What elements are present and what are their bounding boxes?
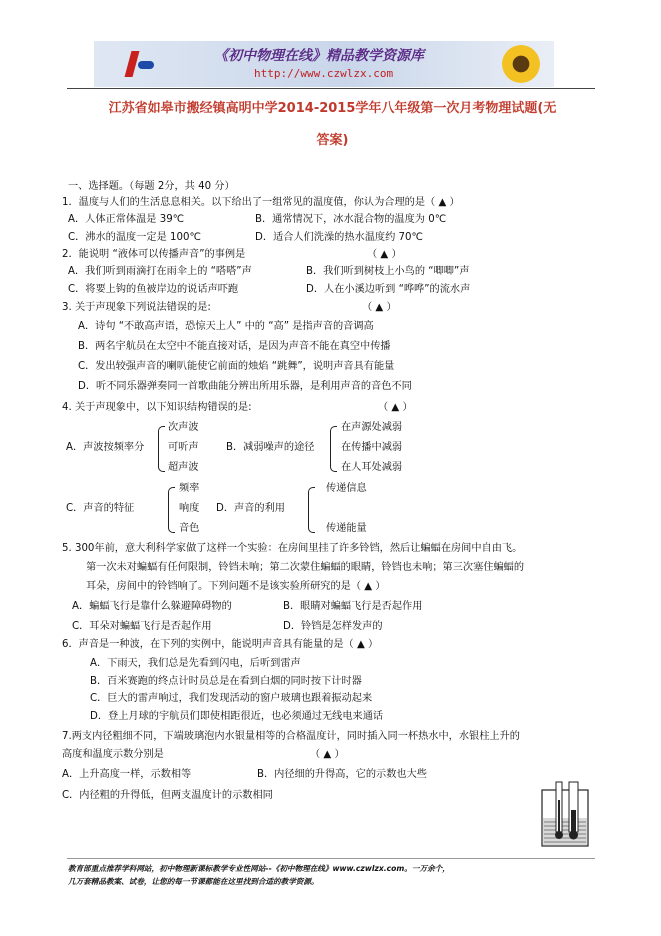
q6-option-c: C．巨大的雷声响过，我们发现活动的窗户玻璃也跟着振动起来 [90,693,373,704]
q4-c-brace [168,487,175,533]
sunflower-image [492,43,548,85]
q2-answer-mark: （ ▲ ） [367,249,402,260]
q5-stem-line2: 第一次未对蝙蝠有任何限制，铃铛未响；第二次蒙住蝙蝠的眼睛，铃铛也未响；第三次塞住蝙蝠的 [86,562,525,573]
footer-line1: 教育部重点推荐学科网站，初中物理新课标教学专业性网站--《初中物理在线》www.czwlzx.com。一万余个， [68,864,450,873]
banner-url[interactable]: http://www.czwlzx.com [254,67,394,80]
q3-option-b: B．两名宇航员在太空中不能直接对话，是因为声音不能在真空中传播 [78,341,391,352]
q1-option-a: A．人体正常体温是 39℃ [68,214,185,225]
q5-option-b: B．眼睛对蝙蝠飞行是否起作用 [283,601,423,612]
q4-d-label: D．声音的利用 [216,503,285,514]
q4-a-brace [158,426,165,472]
q4-stem: 4. 关于声现象中，以下知识结构错误的是: [62,402,252,413]
q2-stem: 2．能说明 “液体可以传播声音”的事例是 [62,249,246,260]
q7-stem-line2: 高度和温度示数分别是 [62,749,164,760]
q4-a-item-3: 超声波 [168,462,199,473]
doc-title-line1: 江苏省如皋市搬经镇高明中学2014-2015学年八年级第一次月考物理试题(无 [108,101,557,116]
q3-option-a: A．诗句 “不敢高声语，恐惊天上人” 中的 “高” 是指声音的音调高 [78,321,374,332]
q4-b-brace [330,426,337,472]
q7-stem-line1: 7.两支内径粗细不同，下端玻璃泡内水银量相等的合格温度计，同时插入同一杯热水中，水银柱上升的 [62,731,520,742]
q4-answer-mark: （ ▲ ） [378,402,413,413]
site-logo [122,47,156,81]
q4-b-label: B．减弱噪声的途径 [226,442,315,453]
q4-d-item-1: 传递信息 [326,483,367,494]
q4-c-item-3: 音色 [179,523,200,534]
q6-stem: 6．声音是一种波，在下列的实例中，能说明声音具有能量的是（ ▲ ） [62,639,379,650]
q4-b-item-3: 在人耳处减弱 [341,462,403,473]
q1-option-c: C．沸水的温度一定是 100℃ [68,232,201,243]
thermometers-in-beaker-figure [536,780,596,850]
q5-stem-line1: 5. 300年前，意大利科学家做了这样一个实验：在房间里挂了许多铃铛，然后让蝙蝠在房间中自由飞。 [62,543,523,554]
q2-option-a: A．我们听到雨滴打在雨伞上的 “嗒嗒”声 [68,266,252,277]
q6-option-a: A．下雨天，我们总是先看到闪电，后听到雷声 [90,658,301,669]
q4-d-brace [308,487,315,533]
q2-option-c: C．将要上钩的鱼被岸边的说话声吓跑 [68,284,239,295]
q4-c-label: C．声音的特征 [66,503,135,514]
q3-option-c: C．发出较强声音的喇叭能使它前面的烛焰 “跳舞”，说明声音具有能量 [78,361,395,372]
doc-title-line2: 答案) [316,133,349,148]
q4-a-item-2: 可听声 [168,442,199,453]
q4-c-item-1: 频率 [179,483,200,494]
q4-b-item-2: 在传播中减弱 [341,442,403,453]
q4-a-label: A．声波按频率分 [66,442,145,453]
q5-option-c: C．耳朵对蝙蝠飞行是否起作用 [72,621,212,632]
q2-option-d: D．人在小溪边听到 “哗哗”的流水声 [306,284,471,295]
q3-stem: 3. 关于声现象下列说法错误的是: [62,302,211,313]
q7-option-a: A．上升高度一样，示数相等 [62,769,192,780]
footer-divider [67,858,595,859]
header-divider [67,88,595,89]
q7-answer-mark: （ ▲ ） [310,749,345,760]
q1-stem: 1．温度与人们的生活息息相关。以下给出了一组常见的温度值，你认为合理的是（ ▲ ） [62,197,460,208]
footer-line2: 几万套精品教案、试卷，让您的每一节课都能在这里找到合适的教学资源。 [68,877,319,886]
q6-option-d: D．登上月球的宇航员们即使相距很近，也必须通过无线电来通话 [90,711,384,722]
q5-option-a: A．蝙蝠飞行是靠什么躲避障碍物的 [72,601,232,612]
q7-option-b: B．内径细的升得高，它的示数也大些 [257,769,427,780]
q1-option-b: B．通常情况下，冰水混合物的温度为 0℃ [255,214,447,225]
q5-option-d: D．铃铛是怎样发声的 [283,621,383,632]
banner-title: 《初中物理在线》精品教学资源库 [214,48,424,64]
q4-c-item-2: 响度 [179,503,200,514]
q2-option-b: B．我们听到树枝上小鸟的 “唧唧”声 [306,266,470,277]
q7-option-c: C．内径粗的升得低，但两支温度计的示数相同 [62,790,273,801]
q4-d-item-2: 传递能量 [326,523,367,534]
q4-a-item-1: 次声波 [168,422,199,433]
q3-option-d: D．听不同乐器弹奏同一首歌曲能分辨出所用乐器，是利用声音的音色不同 [78,381,412,392]
q3-answer-mark: （ ▲ ） [362,302,397,313]
q1-option-d: D．适合人们洗澡的热水温度约 70℃ [255,232,423,243]
section-heading: 一、选择题。（每题 2分，共 40 分） [68,181,235,192]
header-banner [94,41,554,87]
q5-stem-line3: 耳朵，房间中的铃铛响了。下列问题不是该实验所研究的是（ ▲ ） [86,581,386,592]
q4-b-item-1: 在声源处减弱 [341,422,403,433]
q6-option-b: B．百米赛跑的终点计时员总是在看到白烟的同时按下计时器 [90,676,362,687]
